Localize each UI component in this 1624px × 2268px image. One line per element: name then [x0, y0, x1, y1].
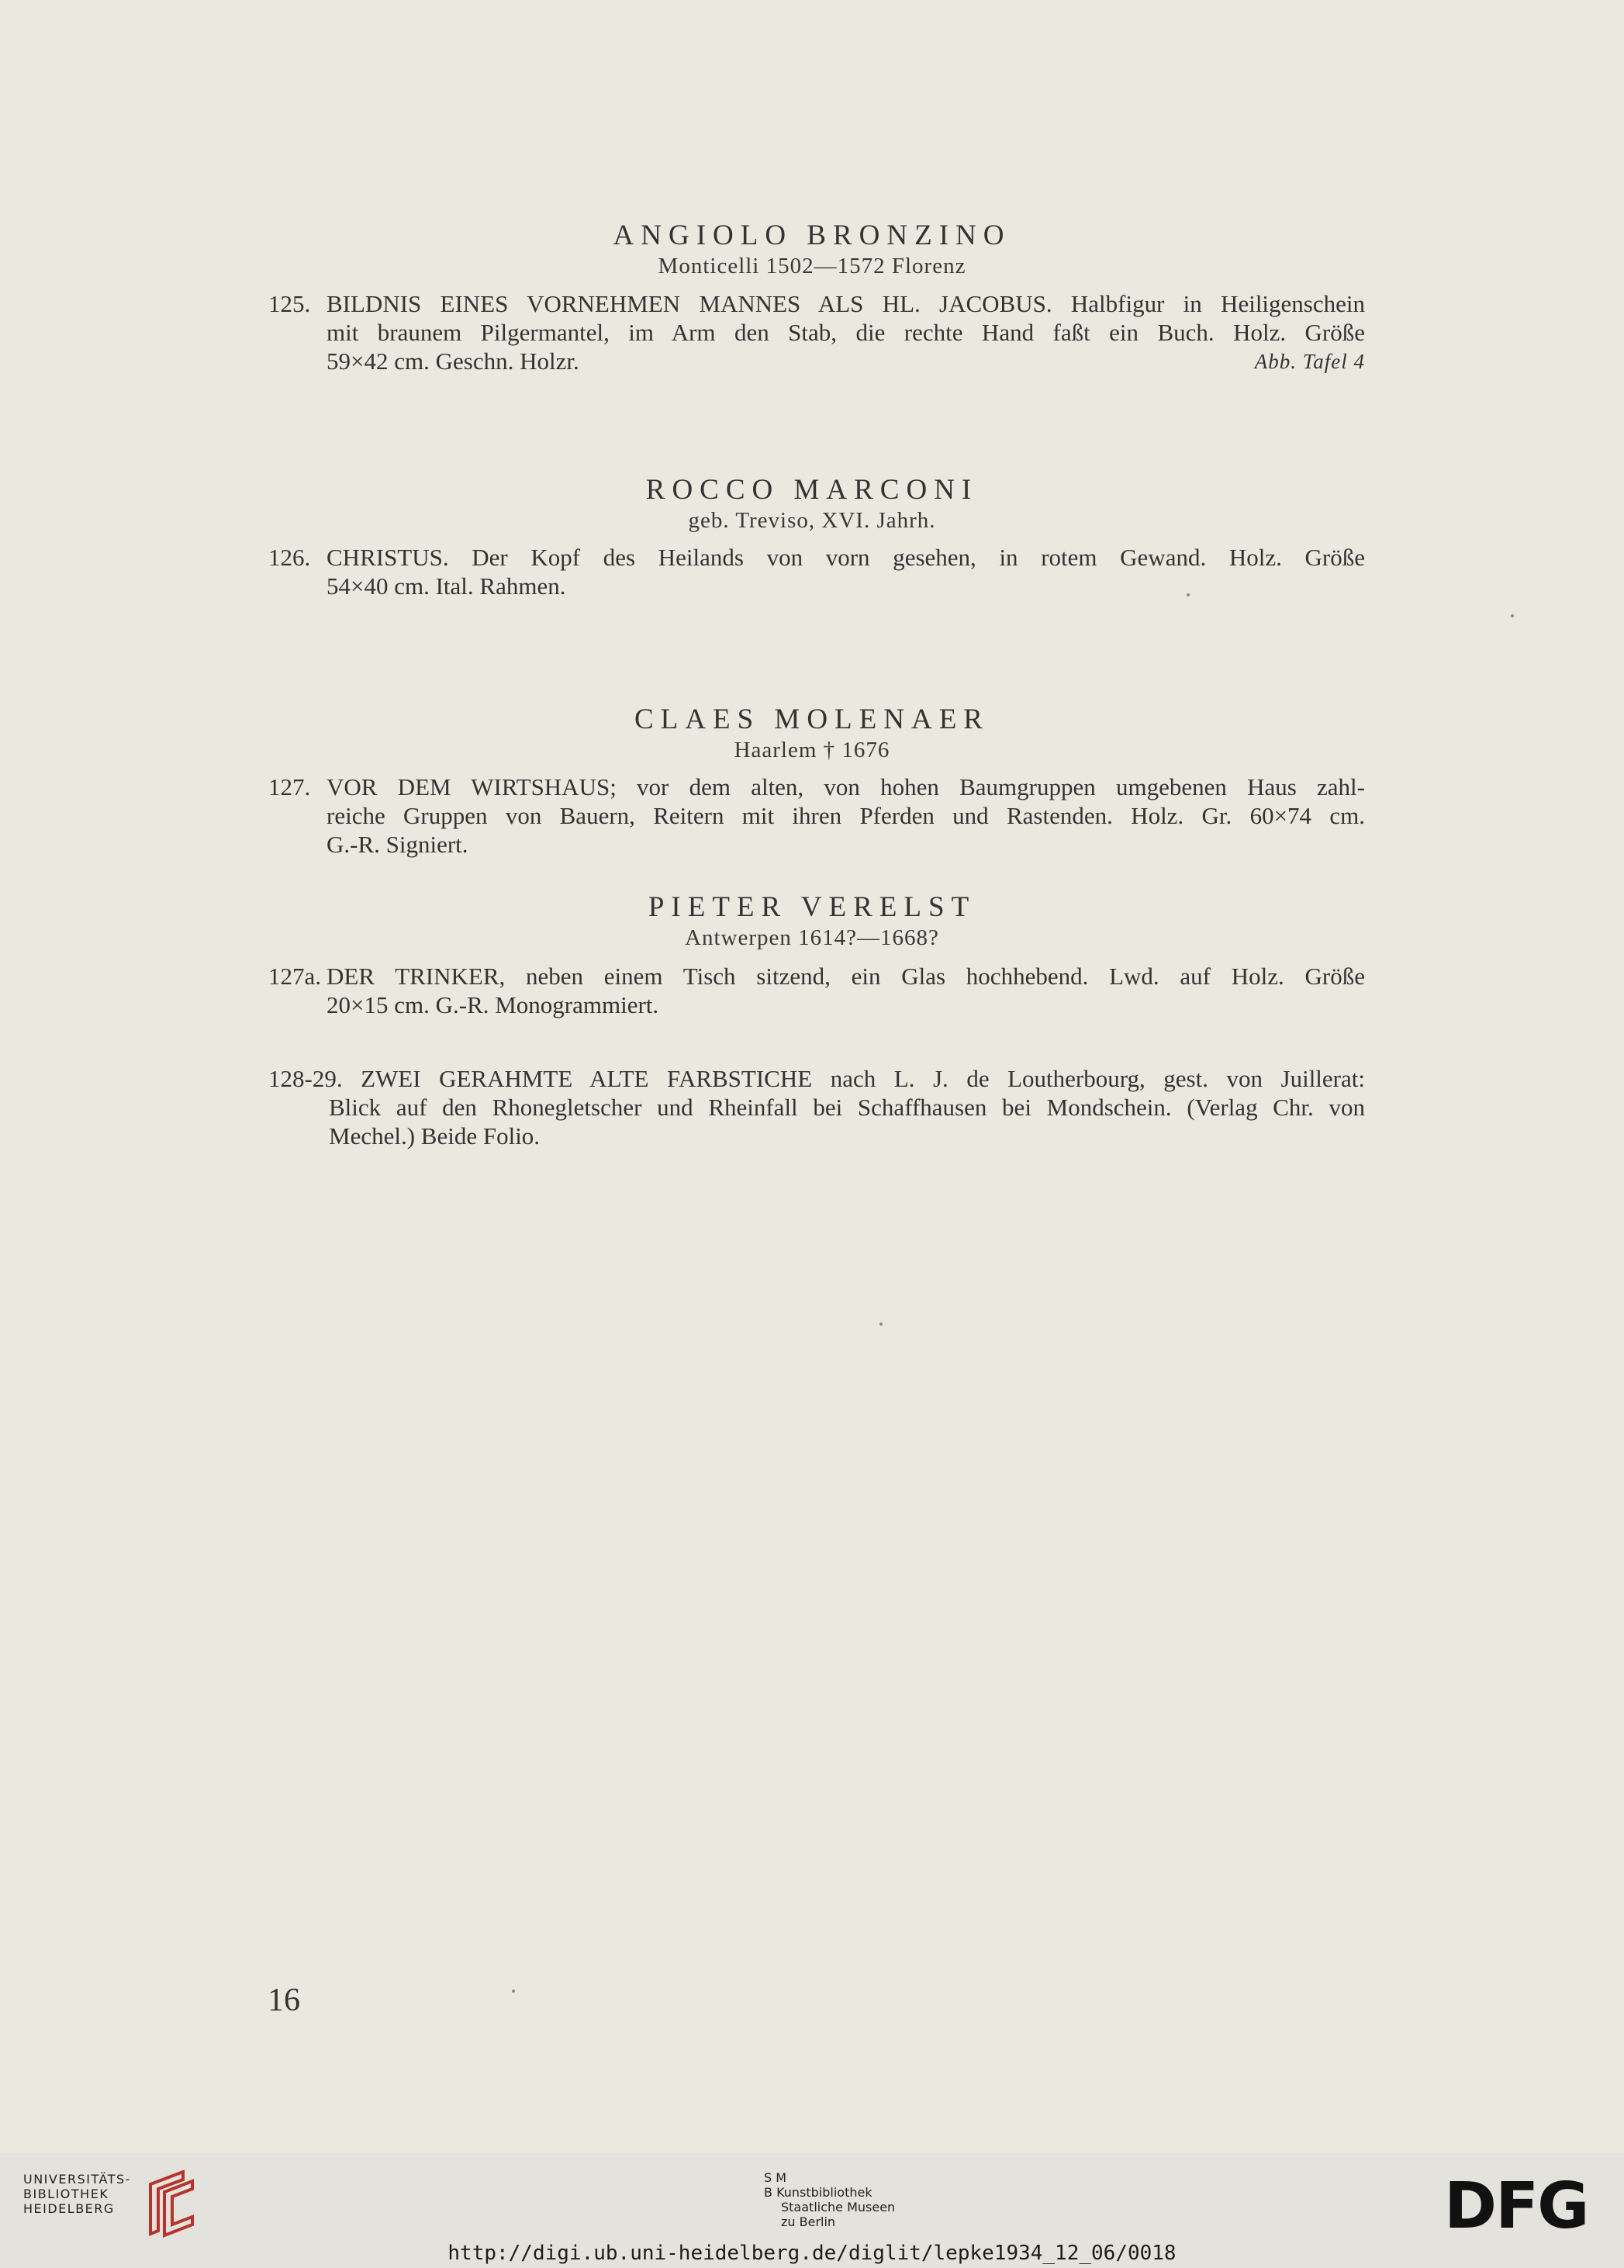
permalink-url[interactable]: http://digi.ub.uni-heidelberg.de/diglit/lepke1934_12_06/0018: [447, 2242, 1177, 2265]
artist-dates: Monticelli 1502—1572 Florenz: [658, 254, 966, 278]
dfg-logo: DFG: [1444, 2169, 1588, 2243]
entry-line: DER TRINKER, neben einem Tisch sitzend, ein Glas hochhebend. Lwd. auf Holz. Größe: [327, 963, 1365, 990]
entry-number: 126.: [268, 544, 311, 571]
entry-number: 128-29.: [268, 1065, 343, 1092]
entry-line: 128-29. ZWEI GERAHMTE ALTE FARBSTICHE nach L. J. de Loutherbourg, gest. von Juillerat:: [268, 1065, 1365, 1092]
entry-line: 20×15 cm. G.-R. Monogrammiert.: [327, 991, 659, 1018]
entry-number: 127a.: [268, 963, 322, 990]
artist-dates: geb. Treviso, XVI. Jahrh.: [688, 508, 936, 533]
owner-institution: S M B Kunstbibliothek Staatliche Museen zu Berlin: [764, 2170, 896, 2229]
catalog-entry: [268, 543, 1365, 600]
entry-line: 59×42 cm. Geschn. Holzr.: [327, 347, 579, 375]
artist-heading: ROCCO MARCONI: [645, 474, 979, 506]
artist-heading: PIETER VERELST: [648, 891, 976, 923]
library-name: UNIVERSITÄTS- BIBLIOTHEK HEIDELBERG: [23, 2172, 131, 2216]
artist-dates: Haarlem † 1676: [734, 738, 890, 762]
catalog-entry: [268, 773, 1365, 859]
entry-line: Mechel.) Beide Folio.: [329, 1122, 541, 1150]
plate-reference: Abb. Tafel 4: [1254, 350, 1365, 373]
artist-heading: CLAES MOLENAER: [634, 704, 990, 735]
catalog-entry: [268, 289, 1365, 375]
entry-line: G.-R. Signiert.: [327, 831, 468, 858]
page-number: 16: [268, 1983, 300, 2018]
paper-speck: [1511, 614, 1514, 617]
paper-speck: [512, 1990, 515, 1993]
paper-speck: [1187, 593, 1190, 596]
entry-line: reiche Gruppen von Bauern, Reitern mit ihren Pferden und Rastenden. Holz. Gr. 60×74 cm.: [327, 802, 1365, 829]
artist-heading: ANGIOLO BRONZINO: [613, 220, 1011, 251]
artist-dates: Antwerpen 1614?—1668?: [685, 925, 939, 950]
entry-line: VOR DEM WIRTSHAUS; vor dem alten, von hohen Baumgruppen umgebenen Haus zahl-: [327, 773, 1365, 800]
entry-number: 125.: [268, 290, 311, 317]
entry-line: 54×40 cm. Ital. Rahmen.: [327, 572, 566, 600]
entry-line: BILDNIS EINES VORNEHMEN MANNES ALS HL. JACOBUS. Halbfigur in Heiligenschein: [327, 290, 1365, 317]
entry-line: CHRISTUS. Der Kopf des Heilands von vorn gesehen, in rotem Gewand. Holz. Größe: [327, 544, 1365, 571]
entry-line: Blick auf den Rhonegletscher und Rheinfall bei Schaffhausen bei Mondschein. (Verlag Chr. von: [329, 1094, 1365, 1121]
catalog-entry: [268, 962, 1365, 1019]
catalog-entry: [268, 1064, 1365, 1150]
university-library-logo-icon: [144, 2169, 199, 2239]
paper-speck: [879, 1322, 883, 1326]
entry-line: mit braunem Pilgermantel, im Arm den Stab, die rechte Hand faßt ein Buch. Holz. Größe: [327, 319, 1365, 346]
entry-number: 127.: [268, 773, 311, 800]
